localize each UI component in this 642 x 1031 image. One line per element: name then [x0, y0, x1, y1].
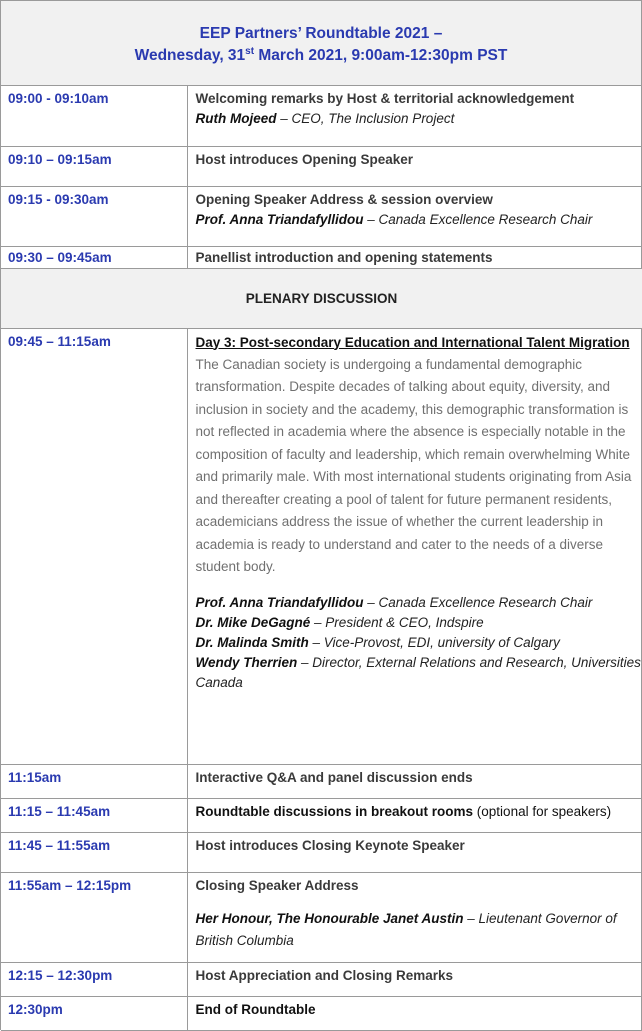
row-title: Opening Speaker Address & session overview: [196, 190, 642, 210]
row-time: 09:45 – 11:15am: [1, 328, 187, 764]
row-content: [187, 996, 642, 1030]
agenda-row: [1, 86, 642, 146]
row-time: 12:30pm: [1, 996, 187, 1030]
speaker-line: Ruth Mojeed – CEO, The Inclusion Project: [196, 109, 642, 129]
row-title: Host introduces Opening Speaker: [196, 150, 642, 170]
row-content: [187, 186, 642, 246]
panelist: Prof. Anna Triandafyllidou – Canada Excellence Research Chair: [196, 593, 642, 613]
agenda-row: [1, 328, 642, 764]
agenda-row: [1, 832, 642, 872]
row-time: 11:45 – 11:55am: [1, 832, 187, 872]
speaker-line: Her Honour, The Honourable Janet Austin – Lieutenant Governor of British Columbia: [196, 908, 642, 952]
row-content: [187, 328, 642, 764]
panelist: Dr. Mike DeGagné – President & CEO, Indspire: [196, 613, 642, 633]
agenda-row: [1, 996, 642, 1030]
agenda-row: [1, 186, 642, 246]
row-content: [187, 798, 642, 832]
plenary-row: [1, 268, 642, 328]
row-content: [187, 832, 642, 872]
row-title: Host Appreciation and Closing Remarks: [196, 966, 642, 986]
plenary-heading: PLENARY DISCUSSION: [1, 268, 642, 328]
agenda-header: [1, 0, 641, 86]
row-title: Panellist introduction and opening statements: [196, 248, 642, 268]
row-time: 11:15 – 11:45am: [1, 798, 187, 832]
row-time: 09:10 – 09:15am: [1, 146, 187, 186]
agenda-row: [1, 246, 642, 268]
row-time: 11:15am: [1, 764, 187, 798]
row-content: [187, 764, 642, 798]
agenda-row: [1, 872, 642, 962]
row-time: 12:15 – 12:30pm: [1, 962, 187, 996]
row-title: Host introduces Closing Keynote Speaker: [196, 836, 642, 856]
agenda-table: [1, 86, 642, 1031]
row-time: 09:15 - 09:30am: [1, 186, 187, 246]
header-date: Wednesday, 31st March 2021, 9:00am-12:30pm PST: [1, 45, 641, 67]
agenda-row: [1, 962, 642, 996]
row-title: Interactive Q&A and panel discussion ends: [196, 768, 642, 788]
agenda-row: [1, 764, 642, 798]
row-content: [187, 872, 642, 962]
panelist: Dr. Malinda Smith – Vice-Provost, EDI, university of Calgary: [196, 633, 642, 653]
header-title: EEP Partners’ Roundtable 2021 –: [1, 23, 641, 45]
row-content: [187, 962, 642, 996]
panelist: Wendy Therrien – Director, External Relations and Research, Universities Canada: [196, 653, 642, 693]
row-content: [187, 146, 642, 186]
speaker-line: Prof. Anna Triandafyllidou – Canada Excellence Research Chair: [196, 210, 642, 230]
row-title: Welcoming remarks by Host & territorial acknowledgement: [196, 89, 642, 109]
agenda-row: [1, 798, 642, 832]
row-time: 09:00 - 09:10am: [1, 86, 187, 146]
row-time: 09:30 – 09:45am: [1, 246, 187, 268]
agenda-row: [1, 146, 642, 186]
row-content: [187, 246, 642, 268]
row-content: [187, 86, 642, 146]
session-description: The Canadian society is undergoing a fundamental demographic transformation. Despite decades of talking about equity, diversity, and inclusion in society and the academy, this demographic transformation is not reflected in academia where the absence is especially notable in the composition of faculty and leadership, which remain overwhelming White and primarily male. With most international students originating from Asia and thereafter creating a pool of talent for future permanent residents, academicians address the issue of whether the current leadership in academia is ready to understand and cater to the needs of a diverse student body.: [196, 354, 642, 579]
row-title: Closing Speaker Address: [196, 876, 642, 896]
row-title-line: Roundtable discussions in breakout rooms (optional for speakers): [196, 802, 642, 822]
session-title: Day 3: Post-secondary Education and International Talent Migration: [196, 332, 642, 354]
row-time: 11:55am – 12:15pm: [1, 872, 187, 962]
row-title: End of Roundtable: [196, 1000, 642, 1020]
